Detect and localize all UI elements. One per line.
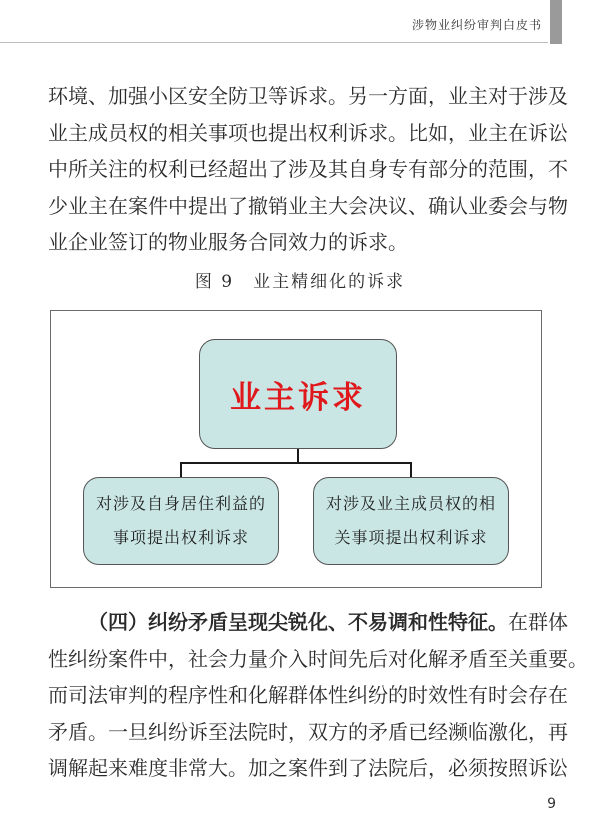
right-node-line2: 关事项提出权利诉求 (334, 528, 488, 547)
left-node-line1: 对涉及自身居住利益的 (95, 494, 266, 513)
root-node-label: 业主诉求 (230, 379, 366, 416)
header-tab-bar (550, 0, 562, 44)
text-line: 业企业签订的物业服务合同效力的诉求。 (48, 230, 408, 254)
page-number: 9 (547, 796, 556, 812)
right-node-line1: 对涉及业主成员权的相 (325, 494, 496, 513)
figure-caption: 图 9 业主精细化的诉求 (194, 272, 406, 292)
header-rule (0, 42, 548, 43)
text-line (48, 604, 568, 641)
connector-right (410, 462, 412, 477)
text-line: 少业主在案件中提出了撤销业主大会决议、确认业委会与物 (48, 193, 568, 218)
paragraph-1 (48, 78, 568, 261)
paragraph-2 (48, 604, 588, 787)
figure-diagram (50, 310, 542, 588)
running-title: 涉物业纠纷审判白皮书 (411, 18, 542, 32)
text-line: 业主成员权的相关事项也提出权利诉求。比如，业主在诉讼 (48, 120, 568, 145)
text-line: 调解起来难度非常大。加之案件到了法院后，必须按照诉讼 (48, 756, 568, 780)
text-line: 而司法审判的程序性和化解群体性纠纷的时效性有时会存在 (48, 683, 568, 707)
text-line: 中所关注的权利已经超出了涉及其自身专有部分的范围，不 (48, 157, 568, 181)
left-node (83, 477, 279, 565)
heading-line-rest: 在群体 (508, 610, 568, 634)
text-line: 矛盾。一旦纠纷诉至法院时，双方的矛盾已经濒临激化，再 (48, 719, 568, 744)
text-line: 性纠纷案件中，社会力量介入时间先后对化解矛盾至关重要。 (48, 646, 588, 671)
text-line: 环境、加强小区安全防卫等诉求。另一方面，业主对于涉及 (48, 84, 568, 108)
section-heading: （四）纠纷矛盾呈现尖锐化、不易调和性特征。 (88, 610, 508, 634)
right-node (313, 477, 509, 565)
left-node-line2: 事项提出权利诉求 (112, 528, 249, 547)
connector-horizontal (180, 462, 412, 464)
connector-stem (297, 449, 299, 463)
page-header (0, 0, 600, 44)
connector-left (180, 462, 182, 477)
root-node (199, 339, 397, 449)
